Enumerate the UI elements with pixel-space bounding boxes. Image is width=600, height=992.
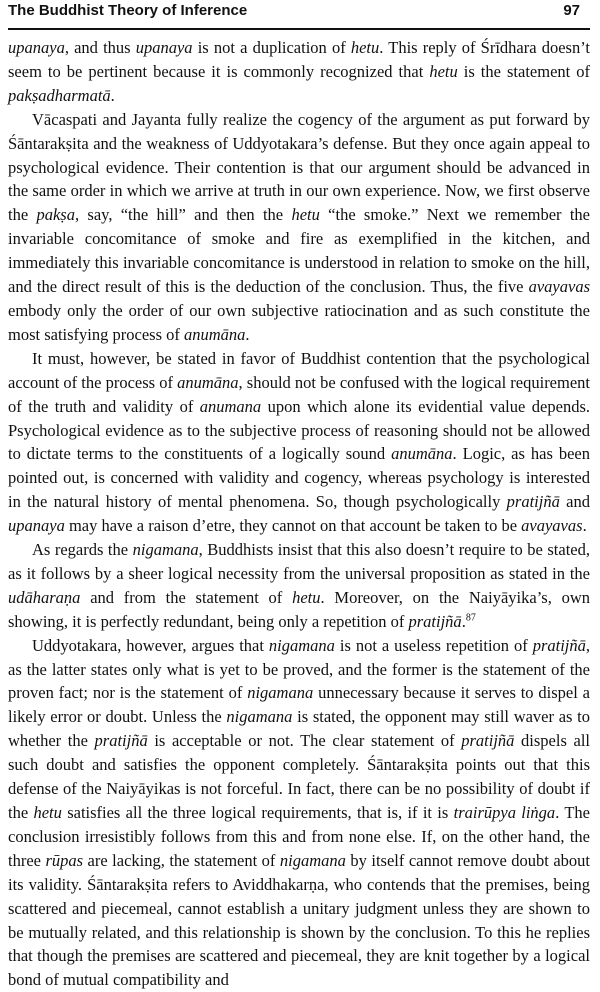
paragraph: It must, however, be stated in favor of Buddhist contention that the psychological account of the process of anumāna, should not be confused with the logical requirement of the truth and validity of anumana upon which alone its evidential value depends. Psychological evidence as to the subjective process of reasoning should not be allowed to dictate terms to the constituents of a logically sound anumāna. Logic, as has been pointed out, is concerned with validity and cogency, whereas psychology is interested in the natural history of mental phenomena. So, though psychologically pratijñā and upanaya may have a raison d’etre, they cannot on that account be taken to be avayavas. xyxy=(8,348,590,536)
paragraph: Vācaspati and Jayanta fully realize the cogency of the argument as put forward by Śāntarakṣita and the weakness of Uddyotakara’s defense. But they once again appeal to psychological evidence. Their contention is that our argument should be advanced in the same order in which we arrive at truth in our own experience. Now, we first observe the pakṣa, say, “the hill” and then the hetu “the smoke.” Next we remember the invariable concomitance of smoke and fire as exemplified in the kitchen, and immediately this invariable concomitance is understood in relation to smoke on the hill, and the direct result of this is the deduction of the conclusion. Thus, the five avayavas embody only the order of our own subjective ratiocination and as such constitute the most satisfying process of anumāna. xyxy=(8,109,591,344)
page-body xyxy=(8,30,590,992)
paragraph: upanaya, and thus upanaya is not a duplication of hetu. This reply of Śrīdhara doesn’t seem to be pertinent because it is commonly recognized that hetu is the statement of pakṣadharmatā. xyxy=(8,38,590,105)
running-header xyxy=(8,0,590,30)
paragraph: As regards the nigamana, Buddhists insist that this also doesn’t require to be stated, as it follows by a sheer logical necessity from the universal proposition as stated in the udāharaṇa and from the statement of hetu. Moreover, on the Naiyāyika’s, own showing, it is perfectly redundant, being only a repetition of pratijñā.$^{87}$ xyxy=(8,540,591,631)
page-number: 97 xyxy=(563,2,580,19)
running-title: The Buddhist Theory of Inference xyxy=(8,2,248,19)
paragraph: Uddyotakara, however, argues that nigamana is not a useless repetition of pratijñā, as the latter states only what is yet to be proved, and the former is the statement of the proven fact; nor is the statement of nigamana unnecessary because it serves to dispel a likely error or doubt. Unless the nigamana is stated, the opponent may still waver as to whether the pratijñā is acceptable or not. The clear statement of pratijñā dispels all such doubt and satisfies the opponent completely. Śāntarakṣita points out that this defense of the Naiyāyikas is not forceful. In fact, there can be no possibility of doubt if the hetu satisfies all the three logical requirements, that is, if it is trairūpya liṅga. The conclusion irresistibly follows from this and from none else. If, on the other hand, the three rūpas are lacking, the statement of nigamana by itself cannot remove doubt about its validity. Śāntarakṣita refers to Aviddhakarṇa, who contends that the premises, being scattered and piecemeal, cannot establish a unitary judgment unless they are shown to be mutually related, and this relationship is shown by the conclusion. To this he replies that though the premises are scattered and piecemeal, they are knit together by a logical bond of mutual compatibility and xyxy=(8,635,590,990)
